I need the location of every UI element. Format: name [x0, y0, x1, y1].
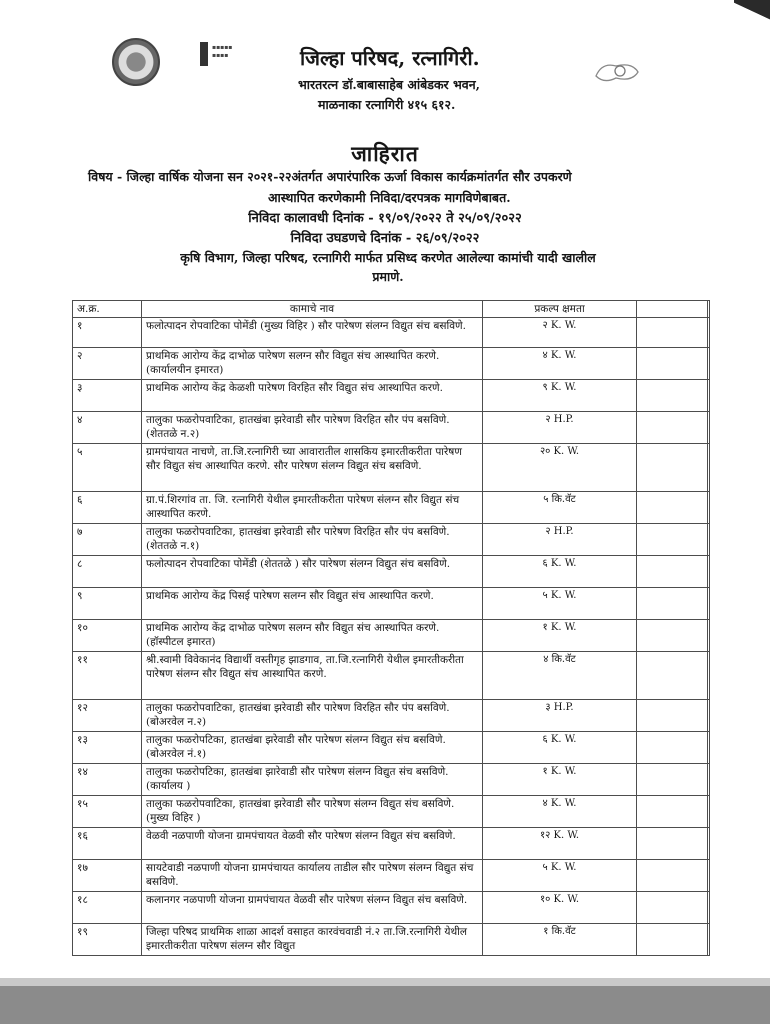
blank-cell-1	[637, 588, 708, 620]
work-name-cell: तालुका फळरोपवाटिका, हातखंबा झरेवाडी सौर पारेषण विरहित सौर पंप बसविणे. (शेततळे न.१)	[142, 524, 483, 556]
opening-date: निविदा उघडणचे दिनांक - २६/०९/२०२२	[290, 231, 480, 246]
works-table	[72, 300, 710, 956]
capacity-cell: १२ K. W.	[483, 828, 637, 860]
capacity-cell: १ कि.वॅट	[483, 924, 637, 956]
scan-edge-light	[0, 978, 770, 986]
table-header-row	[73, 301, 710, 318]
capacity-cell: ६ K. W.	[483, 732, 637, 764]
capacity-cell: २० K. W.	[483, 444, 637, 492]
notice-heading: जाहिरात	[351, 141, 419, 166]
address-line-2: माळनाका रत्नागिरी ४१५ ६१२.	[318, 97, 456, 112]
work-name-cell: ग्रामपंचायत नाचणे, ता.जि.रत्नागिरी च्या आवारातील शासकिय इमारतीकरीता पारेषण सौर विद्युत संच आस्थापित करणे. सौर पारेषण संलग्न विद्युत संच बसविणे.	[142, 444, 483, 492]
blank-cell-2	[708, 412, 710, 444]
work-name-cell: प्राथमिक आरोग्य केंद्र केळशी पारेषण विरहित सौर विद्युत संच आस्थापित करणे.	[142, 380, 483, 412]
table-row	[73, 828, 710, 860]
work-name-cell: प्राथमिक आरोग्य केंद्र पिसई पारेषण सलग्न सौर विद्युत संच आस्थापित करणे.	[142, 588, 483, 620]
work-name-cell: ग्रा.पं.शिरगांव ता. जि. रत्नागिरी येथील इमारतीकरीता पारेषण संलग्न सौर विद्युत संच आस्थापित करणे.	[142, 492, 483, 524]
table-row	[73, 620, 710, 652]
blank-cell-2	[708, 588, 710, 620]
blank-cell-2	[708, 444, 710, 492]
blank-cell-1	[637, 860, 708, 892]
work-name-cell: तालुका फळरोपटिका, हातखंबा झारेवाडी सौर पारेषण संलग्न विद्युत संच बसविणे. (कार्यालय )	[142, 764, 483, 796]
table-row	[73, 700, 710, 732]
blank-cell-1	[637, 892, 708, 924]
office-name: जिल्हा परिषद, रत्नागिरी.	[300, 46, 480, 70]
zilla-parishad-emblem-icon	[112, 38, 160, 86]
serial-cell: १७	[73, 860, 142, 892]
blank-cell-1	[637, 318, 708, 348]
serial-cell: ९	[73, 588, 142, 620]
blank-cell-1	[637, 556, 708, 588]
serial-cell: ५	[73, 444, 142, 492]
work-name-cell: जिल्हा परिषद प्राथमिक शाळा आदर्श वसाहत कारवंचवाडी नं.२ ता.जि.रत्नागिरी येथील इमारतीकरीता पारेषण संलग्न सौर विद्युत	[142, 924, 483, 956]
blank-cell-1	[637, 764, 708, 796]
work-name-cell: तालुका फळरोपवाटिका, हातखंबा झरेवाडी सौर पारेषण विरहित सौर पंप बसविणे. (बोअरवेल न.२)	[142, 700, 483, 732]
work-name-cell: वेळवी नळपाणी योजना ग्रामपंचायत वेळवी सौर पारेषण संलग्न विद्युत संच बसविणे.	[142, 828, 483, 860]
blank-cell-1	[637, 620, 708, 652]
scan-edge	[0, 986, 770, 1024]
serial-cell: ७	[73, 524, 142, 556]
work-name-cell: तालुका फळरोपटिका, हातखंबा झरेवाडी सौर पारेषण संलग्न विद्युत संच बसविणे. (बोअरवेल नं.१)	[142, 732, 483, 764]
blank-cell-2	[708, 524, 710, 556]
blank-cell-1	[637, 348, 708, 380]
serial-cell: १९	[73, 924, 142, 956]
blank-cell-2	[708, 764, 710, 796]
table-row	[73, 764, 710, 796]
blank-cell-1	[637, 652, 708, 700]
column-header-capacity: प्रकल्प क्षमता	[483, 301, 637, 318]
serial-cell: ८	[73, 556, 142, 588]
blank-cell-2	[708, 796, 710, 828]
work-name-cell: तालुका फळरोपवाटिका, हातखंबा झरेवाडी सौर पारेषण विरहित सौर पंप बसविणे. (शेततळे न.२)	[142, 412, 483, 444]
capacity-cell: १० K. W.	[483, 892, 637, 924]
blank-cell-2	[708, 860, 710, 892]
table-row	[73, 652, 710, 700]
capacity-cell: १ K. W.	[483, 620, 637, 652]
table-row	[73, 924, 710, 956]
table-row	[73, 444, 710, 492]
table-row	[73, 796, 710, 828]
blank-cell-1	[637, 828, 708, 860]
blank-cell-2	[708, 348, 710, 380]
blank-cell-2	[708, 924, 710, 956]
serial-cell: १४	[73, 764, 142, 796]
work-name-cell: फलोत्पादन रोपवाटिका पोमेंडी (मुख्य विहिर ) सौर पारेषण संलग्न विद्युत संच बसविणे.	[142, 318, 483, 348]
column-header-work-name: कामाचे नाव	[142, 301, 483, 318]
blank-cell-1	[637, 924, 708, 956]
table-row	[73, 380, 710, 412]
capacity-cell: ५ K. W.	[483, 860, 637, 892]
column-header-blank-1	[637, 301, 708, 318]
blank-cell-1	[637, 444, 708, 492]
serial-cell: ४	[73, 412, 142, 444]
notice-subject	[88, 166, 738, 208]
table-row	[73, 860, 710, 892]
table-row	[73, 524, 710, 556]
table-row	[73, 588, 710, 620]
blank-cell-1	[637, 524, 708, 556]
issuer-statement	[88, 248, 688, 286]
subject-line-1: विषय - जिल्हा वार्षिक योजना सन २०२१-२२अंतर्गत अपारंपारिक ऊर्जा विकास कार्यक्रमांतर्गत सौर उपकरणे	[88, 169, 572, 184]
capacity-cell: २ K. W.	[483, 318, 637, 348]
capacity-cell: ९ K. W.	[483, 380, 637, 412]
capacity-cell: ३ H.P.	[483, 700, 637, 732]
work-name-cell: सायटेवाडी नळपाणी योजना ग्रामपंचायत कार्यालय ताडील सौर पारेषण संलग्न विद्युत संच बसविणे.	[142, 860, 483, 892]
blank-cell-1	[637, 796, 708, 828]
serial-cell: २	[73, 348, 142, 380]
column-header-blank-2	[708, 301, 710, 318]
capacity-cell: ४ K. W.	[483, 796, 637, 828]
blank-cell-2	[708, 380, 710, 412]
blank-cell-2	[708, 620, 710, 652]
work-name-cell: कलानगर नळपाणी योजना ग्रामपंचायत वेळवी सौर पारेषण संलग्न विद्युत संच बसविणे.	[142, 892, 483, 924]
serial-cell: १८	[73, 892, 142, 924]
capacity-cell: ५ कि.वॅट	[483, 492, 637, 524]
capacity-cell: १ K. W.	[483, 764, 637, 796]
serial-cell: १३	[73, 732, 142, 764]
blank-cell-2	[708, 492, 710, 524]
table-row	[73, 348, 710, 380]
issuer-line-1: कृषि विभाग, जिल्हा परिषद, रत्नागिरी मार्फत प्रसिध्द करणेत आलेल्या कामांची यादी खालील	[180, 250, 596, 265]
work-name-cell: श्री.स्वामी विवेकानंद विद्यार्थी वस्तीगृह झाडगाव, ता.जि.रत्नागिरी येथील इमारतीकरीता पारेषण संलग्न सौर विद्युत संच आस्थापित करणे.	[142, 652, 483, 700]
blank-cell-2	[708, 892, 710, 924]
serial-cell: ११	[73, 652, 142, 700]
blank-cell-2	[708, 318, 710, 348]
ink-stamp-icon	[592, 58, 642, 86]
blank-cell-2	[708, 652, 710, 700]
capacity-cell: ४ K. W.	[483, 348, 637, 380]
page-corner-fold	[734, 0, 770, 26]
blank-cell-2	[708, 556, 710, 588]
work-name-cell: प्राथमिक आरोग्य केंद्र दाभोळ पारेषण सलग्न सौर विद्युत संच आस्थापित करणे. (हॉस्पीटल इमारत)	[142, 620, 483, 652]
serial-cell: ३	[73, 380, 142, 412]
issuer-line-2: प्रमाणे.	[372, 269, 404, 284]
address-line-1: भारतरत्न डॉ.बाबासाहेब आंबेडकर भवन,	[298, 77, 481, 92]
blank-cell-1	[637, 700, 708, 732]
capacity-cell: २ H.P.	[483, 412, 637, 444]
blank-cell-2	[708, 700, 710, 732]
government-logo-icon: ▪▪▪▪▪ ▪▪▪▪	[200, 42, 240, 66]
blank-cell-1	[637, 732, 708, 764]
blank-cell-2	[708, 732, 710, 764]
table-row	[73, 892, 710, 924]
column-header-serial: अ.क्र.	[73, 301, 142, 318]
blank-cell-2	[708, 828, 710, 860]
capacity-cell: ५ K. W.	[483, 588, 637, 620]
serial-cell: ६	[73, 492, 142, 524]
serial-cell: १५	[73, 796, 142, 828]
serial-cell: १०	[73, 620, 142, 652]
table-row	[73, 556, 710, 588]
work-name-cell: फलोत्पादन रोपवाटिका पोमेंडी (शेततळे ) सौर पारेषण संलग्न विद्युत संच बसविणे.	[142, 556, 483, 588]
serial-cell: १६	[73, 828, 142, 860]
serial-cell: १२	[73, 700, 142, 732]
blank-cell-1	[637, 412, 708, 444]
capacity-cell: ६ K. W.	[483, 556, 637, 588]
table-row	[73, 318, 710, 348]
table-row	[73, 492, 710, 524]
table-row	[73, 732, 710, 764]
blank-cell-1	[637, 492, 708, 524]
table-row	[73, 412, 710, 444]
work-name-cell: तालुका फळरोपवाटिका, हातखंबा झरेवाडी सौर पारेषण संलग्न विद्युत संच बसविणे. (मुख्य विहिर )	[142, 796, 483, 828]
tender-period: निविदा कालावधी दिनांक - १९/०९/२०२२ ते २५/०९/२०२२	[248, 211, 522, 226]
serial-cell: १	[73, 318, 142, 348]
subject-line-2: आस्थापित करणेकामी निविदा/दरपत्रक मागविणेबाबत.	[268, 190, 511, 205]
work-name-cell: प्राथमिक आरोग्य केंद्र दाभोळ पारेषण सलग्न सौर विद्युत संच आस्थापित करणे. (कार्यालयीन इमारत)	[142, 348, 483, 380]
blank-cell-1	[637, 380, 708, 412]
capacity-cell: २ H.P.	[483, 524, 637, 556]
capacity-cell: ४ कि.वॅट	[483, 652, 637, 700]
